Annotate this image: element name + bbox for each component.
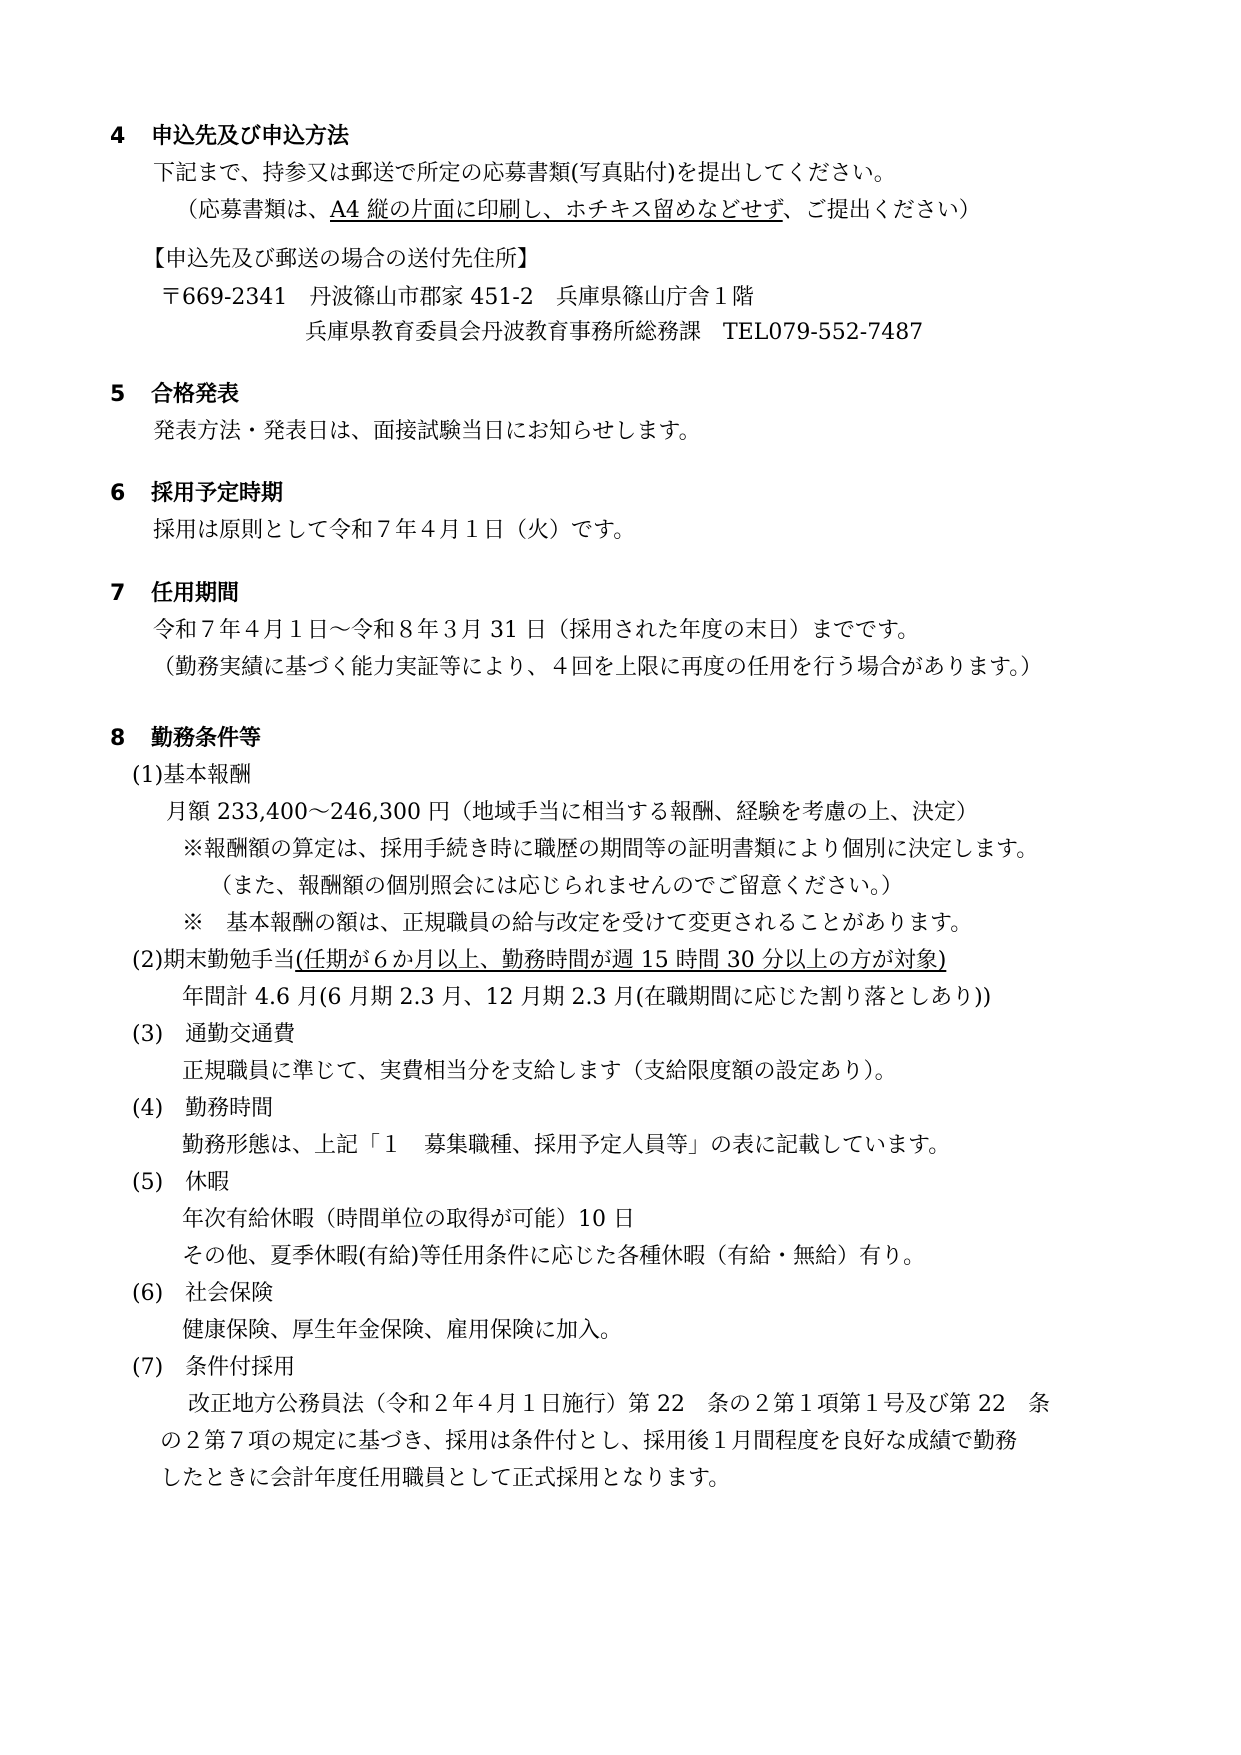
sub2-title-label: (2)期末勤勉手当 xyxy=(132,948,296,973)
sub2-title xyxy=(132,950,946,972)
sec4-line1: 下記まで、持参又は郵送で所定の応募書類(写真貼付)を提出してください。 xyxy=(153,161,896,186)
sec4-line2-underlined: A4 縦の片面に印刷し、ホチキス留めなどせず xyxy=(330,198,783,223)
sub5-line1: 年次有給休暇（時間単位の取得が可能）10 日 xyxy=(182,1207,635,1232)
address-line1: 〒669-2341 丹波篠山市郡家 451-2 兵庫県篠山庁舎１階 xyxy=(160,285,754,310)
section-number: 4 xyxy=(110,124,126,149)
sub1-line2: ※報酬額の算定は、採用手続き時に職歴の期間等の証明書類により個別に決定します。 xyxy=(182,837,1039,862)
sec4-line2-pre: （応募書類は、 xyxy=(176,198,331,223)
sub3-title: (3) 通勤交通費 xyxy=(132,1022,296,1047)
section-4-heading xyxy=(110,126,349,148)
section-title: 任用期間 xyxy=(151,581,240,606)
sub5-title: (5) 休暇 xyxy=(132,1170,230,1195)
address-heading: 【申込先及び郵送の場合の送付先住所】 xyxy=(143,247,540,272)
section-number: 6 xyxy=(110,481,126,506)
sec4-line2 xyxy=(176,200,981,222)
section-5-heading xyxy=(110,384,239,406)
sub2-line1: 年間計 4.6 月(6 月期 2.3 月、12 月期 2.3 月(在職期間に応じた割り落としあり)) xyxy=(182,985,992,1010)
address-line2: 兵庫県教育委員会丹波教育事務所総務課 TEL079-552-7487 xyxy=(305,320,924,345)
sub7-line1: 改正地方公務員法（令和２年４月１日施行）第 22 条の２第１項第１号及び第 22 条 xyxy=(188,1392,1050,1417)
section-number: 7 xyxy=(110,581,126,606)
section-number: 8 xyxy=(110,726,126,751)
sub1-line3: （また、報酬額の個別照会には応じられませんのでご留意ください。） xyxy=(210,874,904,899)
section-title: 勤務条件等 xyxy=(151,726,262,751)
sub6-line1: 健康保険、厚生年金保険、雇用保険に加入。 xyxy=(182,1318,623,1343)
section-8-heading xyxy=(110,728,261,750)
sub7-line2: の２第７項の規定に基づき、採用は条件付とし、採用後１月間程度を良好な成績で勤務 xyxy=(160,1429,1018,1454)
section-number: 5 xyxy=(110,382,126,407)
sec6-line1: 採用は原則として令和７年４月１日（火）です。 xyxy=(153,518,636,543)
sec4-line2-post: 、ご提出ください） xyxy=(782,198,981,223)
section-6-heading xyxy=(110,483,283,505)
sub5-line2: その他、夏季休暇(有給)等任用条件に応じた各種休暇（有給・無給）有り。 xyxy=(182,1244,926,1269)
sec7-line1: 令和７年４月１日～令和８年３月 31 日（採用された年度の末日）までです。 xyxy=(153,618,920,643)
sub4-line1: 勤務形態は、上記「１ 募集職種、採用予定人員等」の表に記載しています。 xyxy=(182,1133,951,1158)
sub1-title: (1)基本報酬 xyxy=(132,763,252,788)
section-title: 申込先及び申込方法 xyxy=(151,124,350,149)
sub2-title-condition: (任期が６か月以上、勤務時間が週 15 時間 30 分以上の方が対象) xyxy=(295,948,947,973)
sub7-title: (7) 条件付採用 xyxy=(132,1355,296,1380)
section-title: 採用予定時期 xyxy=(151,481,284,506)
sub6-title: (6) 社会保険 xyxy=(132,1281,274,1306)
section-title: 合格発表 xyxy=(151,382,240,407)
sub1-line1: 月額 233,400～246,300 円（地域手当に相当する報酬、経験を考慮の上、決定） xyxy=(166,800,978,825)
sub7-line3: したときに会計年度任用職員として正式採用となります。 xyxy=(160,1466,731,1491)
sub1-line4: ※ 基本報酬の額は、正規職員の給与改定を受けて変更されることがあります。 xyxy=(182,911,973,936)
section-7-heading xyxy=(110,583,239,605)
sub4-title: (4) 勤務時間 xyxy=(132,1096,274,1121)
sec7-line2: （勤務実績に基づく能力実証等により、４回を上限に再度の任用を行う場合があります。） xyxy=(153,655,1043,680)
sub3-line1: 正規職員に準じて、実費相当分を支給します（支給限度額の設定あり）。 xyxy=(182,1059,897,1084)
sec5-line1: 発表方法・発表日は、面接試験当日にお知らせします。 xyxy=(153,419,701,444)
